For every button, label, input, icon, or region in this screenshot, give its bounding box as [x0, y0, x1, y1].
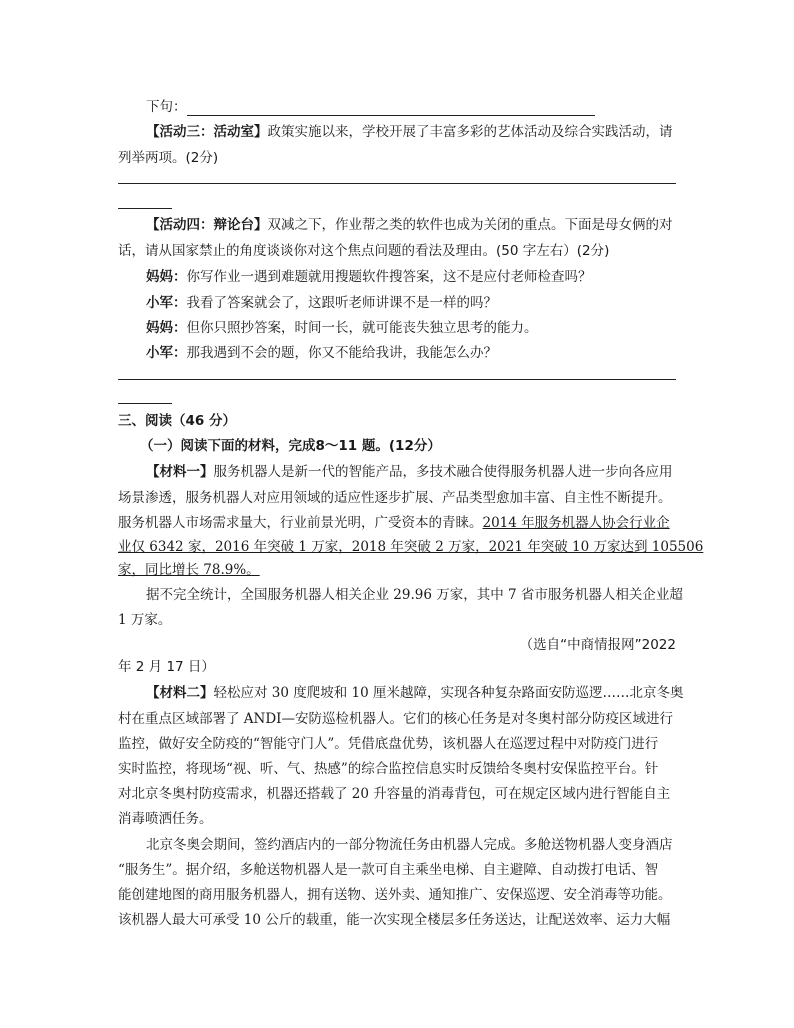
next-line-answer-blank[interactable] [187, 101, 595, 116]
section3-subheading: （一）阅读下面的材料，完成8～11 题。(12分） [140, 438, 441, 454]
dialogue-text: 但你只照抄答案，时间一长，就可能丧失独立思考的能力。 [186, 320, 538, 336]
activity4-tag: 【活动四：辩论台】 [146, 217, 268, 233]
activity3-tag: 【活动三：活动室】 [146, 124, 268, 140]
material1-line1 [146, 463, 676, 481]
dialogue-speaker: 小军： [146, 295, 187, 311]
material2-tag: 【材料二】 [146, 685, 214, 701]
dialogue-line [146, 319, 676, 337]
activity3-line1 [146, 123, 676, 141]
material2-line3: 监控，做好安全防疫的“智能守门人”。凭借底盘优势，该机器人在巡逻过程中对防疫门进行 [118, 736, 659, 752]
material1-underlined-stat: 2014 年服务机器人协会行业企 [482, 515, 670, 531]
section3-heading: 三、阅读（46 分） [118, 413, 236, 429]
material2-line5: 对北京冬奥村防疫需求，机器还搭载了 20 升容量的消毒背包，可在规定区域内进行智能自主 [118, 786, 671, 802]
material1-line2: 场景渗透，服务机器人对应用领域的适应性逐步扩展、产品类型愈加丰富、自主性不断提升。 [118, 490, 672, 506]
material1-para2-line1: 据不完全统计，全国服务机器人相关企业 29.96 万家，其中 7 省市服务机器人相关企业超 [146, 587, 683, 603]
material2-para2-line1: 北京冬奥会期间，签约酒店内的一部分物流任务由机器人完成。多舱送物机器人变身酒店 [146, 837, 673, 853]
activity3-answer-line[interactable] [118, 183, 676, 184]
dialogue-text: 你写作业一遇到难题就用搜题软件搜答案，这不是应付老师检查吗？ [186, 269, 592, 285]
dialogue-speaker: 妈妈： [146, 269, 187, 285]
material2-para2-line4: 该机器人最大可承受 10 公斤的载重，能一次实现全楼层多任务送达，让配送效率、运力大幅 [118, 912, 671, 928]
material1-line4: 业仅 6342 家，2016 年突破 1 万家，2018 年突破 2 万家，2021 年突破 10 万家达到 105506 [118, 539, 704, 555]
material1-tag: 【材料一】 [146, 464, 214, 480]
material2-line4: 实时监控，将现场“视、听、气、热感”的综合监控信息实时反馈给冬奥村安保监控平台。针 [118, 761, 659, 777]
material2-text1: 轻松应对 30 度爬坡和 10 厘米越障，实现各种复杂路面安防巡逻……北京冬奥 [213, 685, 684, 701]
activity4-text1: 双减之下，作业帮之类的软件也成为关闭的重点。下面是母女俩的对 [267, 217, 673, 233]
material1-source-date: 年 2 月 17 日） [118, 659, 215, 675]
material2-line1 [146, 684, 684, 702]
dialogue-text: 那我遇到不会的题，你又不能给我讲，我能怎么办？ [186, 345, 497, 361]
material2-line2: 村在重点区域部署了 ANDI—安防巡检机器人。它们的核心任务是对冬奥村部分防疫区域进行 [118, 711, 674, 727]
material1-text3a: 服务机器人市场需求量大，行业前景光明，广受资本的青睐。 [118, 515, 483, 531]
activity4-line1 [146, 216, 676, 234]
activity3-answer-line-end [118, 208, 172, 209]
activity3-text2: 列举两项。(2分) [118, 150, 219, 166]
material1-para2-line2: 1 万家。 [118, 612, 172, 628]
material1-text1: 服务机器人是新一代的智能产品，多技术融合使得服务机器人进一步向各应用 [213, 464, 673, 480]
material1-source: （选自“中商情报网”2022 [519, 637, 676, 653]
dialogue-line [146, 294, 676, 312]
material1-line5: 家，同比增长 78.9%。 [118, 562, 260, 578]
activity4-text2: 话，请从国家禁止的角度谈谈你对这个焦点问题的看法及理由。(50 字左右）(2分) [118, 243, 610, 259]
activity3-text1: 政策实施以来，学校开展了丰富多彩的艺体活动及综合实践活动，请 [267, 124, 673, 140]
dialogue-line [146, 268, 676, 286]
material2-para2-line2: “服务生”。据介绍，多舱送物机器人是一款可自主乘坐电梯、自主避障、自动拨打电话、智 [118, 862, 659, 878]
activity4-answer-line[interactable] [118, 379, 676, 380]
next-line-label: 下句： [146, 99, 187, 115]
material1-line3 [118, 514, 676, 532]
material2-para2-line3: 能创建地图的商用服务机器人，拥有送物、送外卖、通知推广、安保巡逻、安全消毒等功能。 [118, 887, 672, 903]
dialogue-text: 我看了答案就会了，这跟听老师讲课不是一样的吗？ [186, 295, 497, 311]
dialogue-speaker: 小军： [146, 345, 187, 361]
next-line-prompt [146, 98, 676, 116]
material2-line6: 消毒喷洒任务。 [118, 811, 213, 827]
activity4-answer-line-end [118, 403, 172, 404]
dialogue-line [146, 344, 676, 362]
dialogue-speaker: 妈妈： [146, 320, 187, 336]
